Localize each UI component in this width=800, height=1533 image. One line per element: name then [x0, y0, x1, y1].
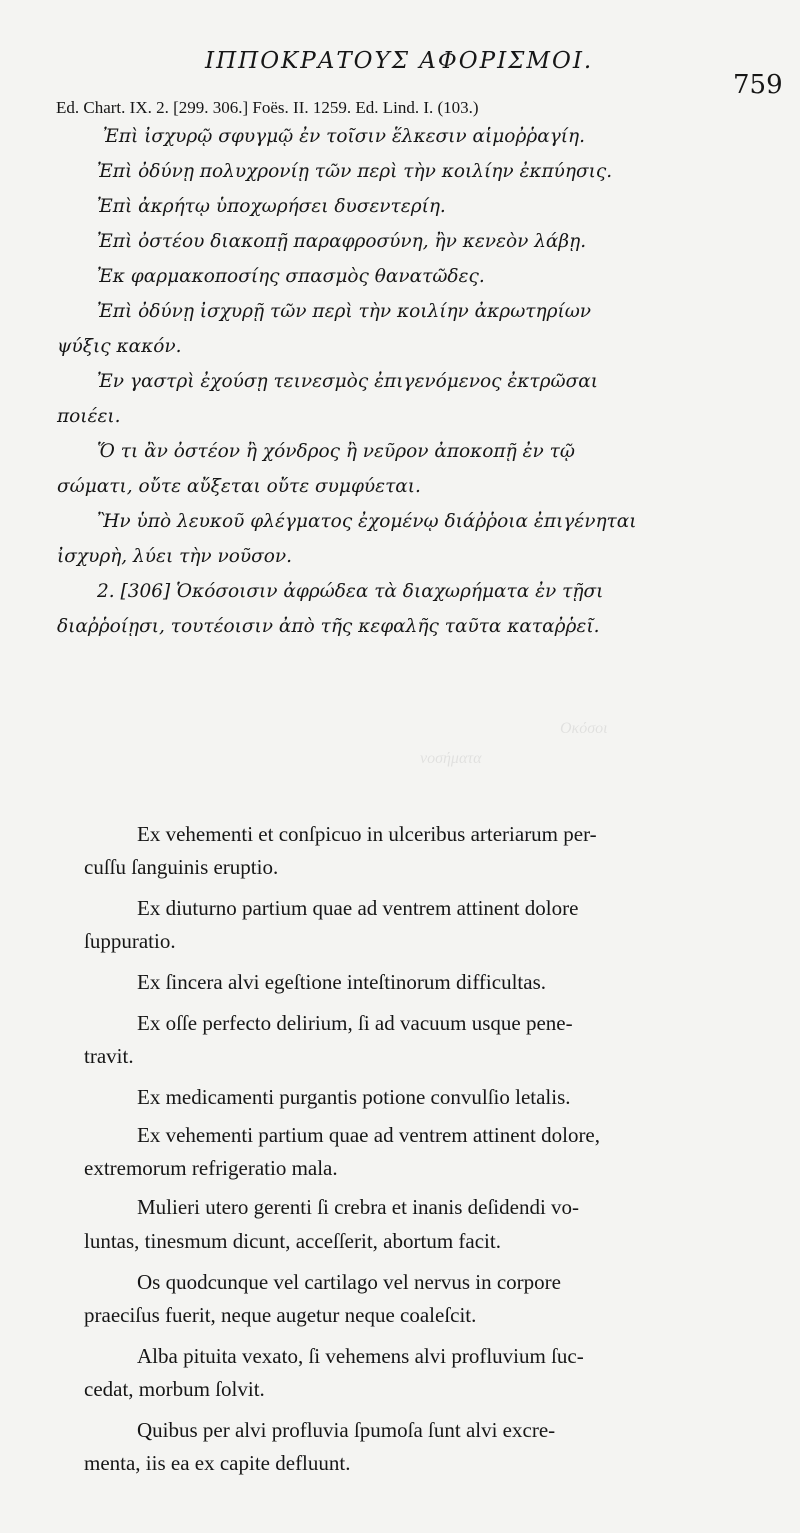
latin-line: Mulieri utero gerenti ſi crebra et inanis deſidendi vo-: [137, 1195, 580, 1219]
greek-line: 2. [306] Ὁκόσοισιν ἀφρώδεα τὰ διαχωρήματα ἐν τῇσι: [97, 581, 604, 602]
greek-line: ἰσχυρὴ, λύει τὴν νοῦσον.: [57, 546, 293, 567]
greek-line: Ἢν ὑπὸ λευκοῦ φλέγματος ἐχομένῳ διάῤῥοια ἐπιγένηται: [97, 511, 637, 532]
latin-line: travit.: [84, 1044, 134, 1068]
latin-line: luntas, tinesmum dicunt, acceſſerit, abortum facit.: [84, 1229, 501, 1253]
greek-line: σώματι, οὔτε αὔξεται οὔτε συμφύεται.: [57, 476, 421, 497]
greek-line: Ἐπὶ ὀδύνῃ ἰσχυρῇ τῶν περὶ τὴν κοιλίην ἀκρωτηρίων: [97, 301, 592, 322]
latin-line: ſuppuratio.: [84, 929, 176, 953]
greek-line: Ἐπὶ ἀκρήτῳ ὑποχωρήσει δυσεντερίη.: [97, 196, 446, 217]
latin-line: Ex medicamenti purgantis potione convulſio letalis.: [137, 1085, 571, 1109]
latin-line: Ex vehementi partium quae ad ventrem attinent dolore,: [137, 1123, 601, 1147]
greek-line: Ὅ τι ἂν ὀστέον ἢ χόνδρος ἢ νεῦρον ἀποκοπῇ ἐν τῷ: [97, 441, 575, 462]
greek-line: Ἐπὶ ὀστέου διακοπῇ παραφροσύνη, ἢν κενεὸν λάβῃ.: [97, 231, 587, 252]
bleed-through-text: Oκόσοι: [560, 720, 608, 737]
greek-line: Ἐκ φαρμακοποσίης σπασμὸς θανατῶδες.: [97, 266, 485, 287]
greek-line: Ἐπὶ ὀδύνῃ πολυχρονίῃ τῶν περὶ τὴν κοιλίην ἐκπύησις.: [97, 161, 613, 182]
edition-reference: Ed. Chart. IX. 2. [299. 306.] Foës. II. 1259. Ed. Lind. I. (103.): [56, 98, 479, 117]
greek-line: διαῤῥοίῃσι, τουτέοισιν ἀπὸ τῆς κεφαλῆς ταῦτα καταῤῥεῖ.: [57, 616, 600, 637]
latin-line: extremorum refrigeratio mala.: [84, 1156, 338, 1180]
latin-line: Quibus per alvi profluvia ſpumoſa ſunt alvi excre-: [137, 1418, 556, 1442]
latin-line: menta, iis ea ex capite defluunt.: [84, 1451, 351, 1475]
latin-line: praeciſus fuerit, neque augetur neque coaleſcit.: [84, 1303, 477, 1327]
latin-line: Ex diuturno partium quae ad ventrem attinent dolore: [137, 896, 579, 920]
latin-line: Ex oſſe perfecto delirium, ſi ad vacuum usque pene-: [137, 1011, 573, 1035]
latin-line: cuſſu ſanguinis eruptio.: [84, 855, 279, 879]
latin-line: Ex ſincera alvi egeſtione inteſtinorum difficultas.: [137, 970, 546, 994]
greek-line: ποιέει.: [57, 406, 121, 427]
latin-line: Os quodcunque vel cartilago vel nervus in corpore: [137, 1270, 561, 1294]
latin-line: Ex vehementi et conſpicuo in ulceribus arteriarum per-: [137, 822, 597, 846]
page-number: 759: [733, 70, 783, 100]
running-title: ΙΠΠΟΚΡΑΤΟΥΣ ΑΦΟΡΙΣΜΟΙ.: [205, 48, 594, 74]
greek-line: Ἐν γαστρὶ ἐχούσῃ τεινεσμὸς ἐπιγενόμενος ἐκτρῶσαι: [97, 371, 598, 392]
greek-line: ψύξις κακόν.: [57, 336, 182, 357]
latin-line: cedat, morbum ſolvit.: [84, 1377, 265, 1401]
greek-line: Ἐπὶ ἰσχυρῷ σφυγμῷ ἐν τοῖσιν ἕλκεσιν αἱμοῤῥαγίη.: [103, 126, 585, 147]
bleed-through-text: νοσήματα: [420, 750, 482, 767]
latin-line: Alba pituita vexato, ſi vehemens alvi profluvium ſuc-: [137, 1344, 584, 1368]
